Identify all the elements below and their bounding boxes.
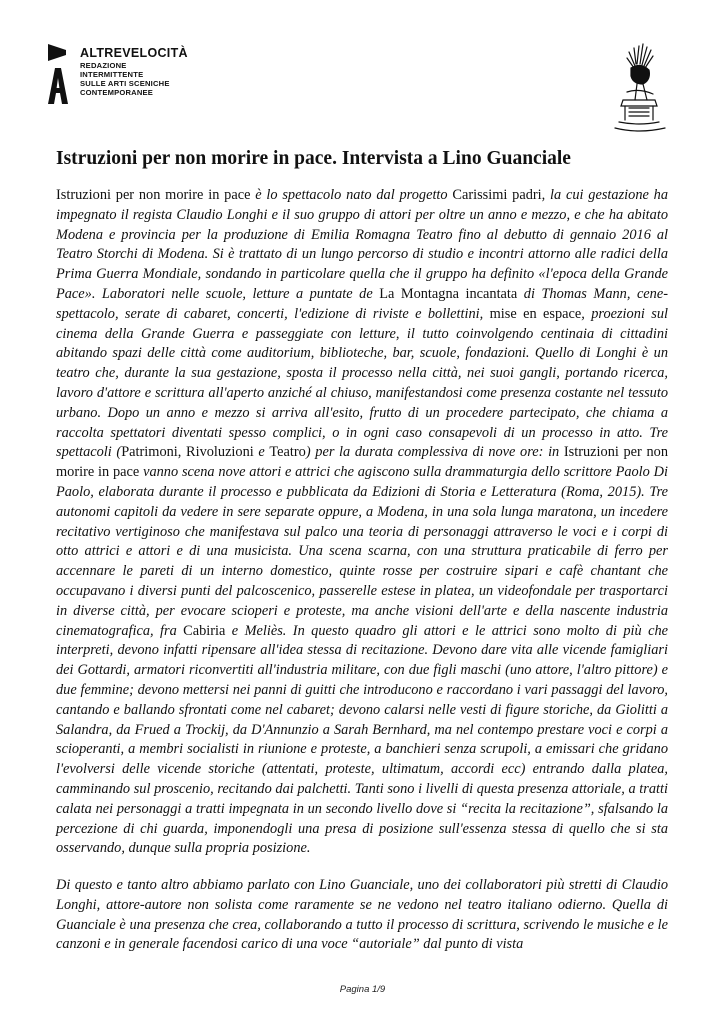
a-grave-mark-icon: [46, 42, 70, 104]
logo-line: INTERMITTENTE: [80, 70, 144, 79]
page-header: [0, 0, 725, 130]
roman-run: Istruzioni per non morire in pace: [56, 444, 668, 481]
italic-run: Di questo e tanto altro abbiamo parlato con Lino Guanciale, uno dei collaboratori più stretti di Claudio Longhi, attore-autore non solista come raramente se ne vedono nel teatro italiano odierno. Quella di Guanciale è una presenza che crea, collaborando a tutto il processo di scrittura, scrivendo le musiche e le canzoni e in generale facendosi carico di una voce “autoriale” dal punto di vista: [56, 877, 668, 953]
logo-line: REDAZIONE: [80, 61, 127, 70]
italic-run: , proezioni sul cinema della Grande Guerra e passeggiate con letture, il tutto coinvolgendo centinaia di cittadini abitando spazi delle città come auditorium, biblioteche, bar, scuole, fondazioni. Quello di Longhi è un teatro che, durante la sua gestazione, sposta il processo nella città, nei suoi gangli, portando ricerca, lavoro d'attore e scrittura all'aperto anziché al chiuso, manifestandosi come presenza costante nel tessuto urbano. Dopo un anno e mezzo si arriva all'esito, frutto di un procedere partecipato, che chiama a raccolta spettatori diventati spesso complici, o in ogni caso consapevoli di un processo in atto. Tre spettacoli (: [56, 305, 668, 461]
italic-run: e Meliès. In questo quadro gli attori e le attrici sono molto di più che interpreti, devono infatti ripensare all'idea stessa di recitazione. Devono dare vita alle vicende famigliari dei Gottardi, armatori riconvertiti all'industria militare, con due figli maschi (uno attore, l'altro pittore) e due femmine; devono mettersi nei panni di guitti che introducono e raccordano i vari passaggi del lavoro, cantando e ballando sfrontati come nel cabaret; devono calarsi nelle vesti di figure storiche, da Giolitti a Salandra, da Frued a Trockij, da D'Annunzio a Sarah Bernhard, ma nel contempo prestare voci e corpi a scioperanti, a membri socialisti in riunione e proteste, a banchieri senza scrupoli, a emissari che gridano l'evolversi delle vicende storiche (attentati, proteste, ultimatum, accordi ecc) entrando dalla platea, camminando sul proscenio, recitando dai palchetti. Tanti sono i livelli di questa presenza attoriale, a tratti calata nei personaggi a tratti impegnata in un secondo livello dove si “recita la recitazione”, sfalsando la percezione di chi guarda, imponendogli una presa di posizione sull'essenza stessa di quello che si sta osservando, dunque sulla propria posizione.: [56, 622, 668, 857]
roman-run: mise en espace: [489, 305, 582, 322]
roman-run: La Montagna incantata: [379, 285, 518, 302]
logo-wordmark: [80, 46, 188, 97]
figure-sketch-icon: [609, 42, 669, 134]
italic-run: , la cui gestazione ha impegnato il regista Claudio Longhi e il suo gruppo di attori per oltre un anno e mezzo, e che ha abitato Modena e provincia per la produzione di Emilia Romagna Teatro fino al debutto di gennaio 2016 al Teatro Storchi di Modena. Si è trattato di un lungo percorso di studio e incontri attorno alle radici della Prima Guerra Mondiale, sondando in particolare quella che il gruppo ha definito «l'epoca della Grande Pace». Laboratori nelle scuole, letture a puntate de: [56, 187, 668, 302]
body-paragraph: [56, 186, 668, 859]
italic-run: è lo spettacolo nato dal progetto: [250, 187, 453, 203]
italic-run: vanno scena nove attori e attrici che agiscono sulla drammaturgia dello scrittore Paolo Di Paolo, elaborata durante il processo e pubblicata da Edizioni di Storia e Letteratura (Roma, 2015). Tre autonomi capitoli da vedere in sere separate oppure, a Modena, in una sola lunga maratona, un incedere recitativo vertiginoso che manifestava sul palco una teoria di personaggi attraverso le voci e i corpi di otto attrici e attori e di una musicista. Una scena scarna, con una struttura praticabile di ferro per accennare le pareti di un interno domestico, quinte rosse per costruire sipari e cafè chantant che occupavano i diversi punti del palcoscenico, passerelle estese in platea, un videofondale per trasportarci in diverse città, per evocare scioperi e proteste, ma anche visioni dell'arte e della nascente industria cinematografica, fra: [56, 464, 668, 639]
logo-title: ALTREVELOCITÀ: [80, 46, 188, 60]
roman-run: Patrimoni, Rivoluzioni: [121, 444, 254, 461]
logo-line: SULLE ARTI SCENICHE: [80, 79, 170, 88]
article-body: [56, 186, 668, 972]
italic-run: di Thomas Mann, cene-spettacolo, serate di cabaret, concerti, l'edizione di riviste e bollettini,: [56, 285, 668, 322]
roman-run: Cabiria: [183, 622, 226, 639]
article-title: Istruzioni per non morire in pace. Intervista a Lino Guanciale: [56, 148, 571, 169]
italic-run: ) per la durata complessiva di nove ore: in: [305, 444, 564, 461]
body-paragraph: [56, 876, 668, 955]
roman-run: Carissimi padri: [452, 187, 542, 203]
roman-run: Istruzioni per non morire in pace: [56, 187, 251, 203]
italic-run: e: [253, 444, 270, 461]
logo-line: CONTEMPORANEE: [80, 88, 154, 97]
page-number: Pagina 1/9: [339, 984, 386, 995]
roman-run: Teatro: [269, 444, 306, 461]
